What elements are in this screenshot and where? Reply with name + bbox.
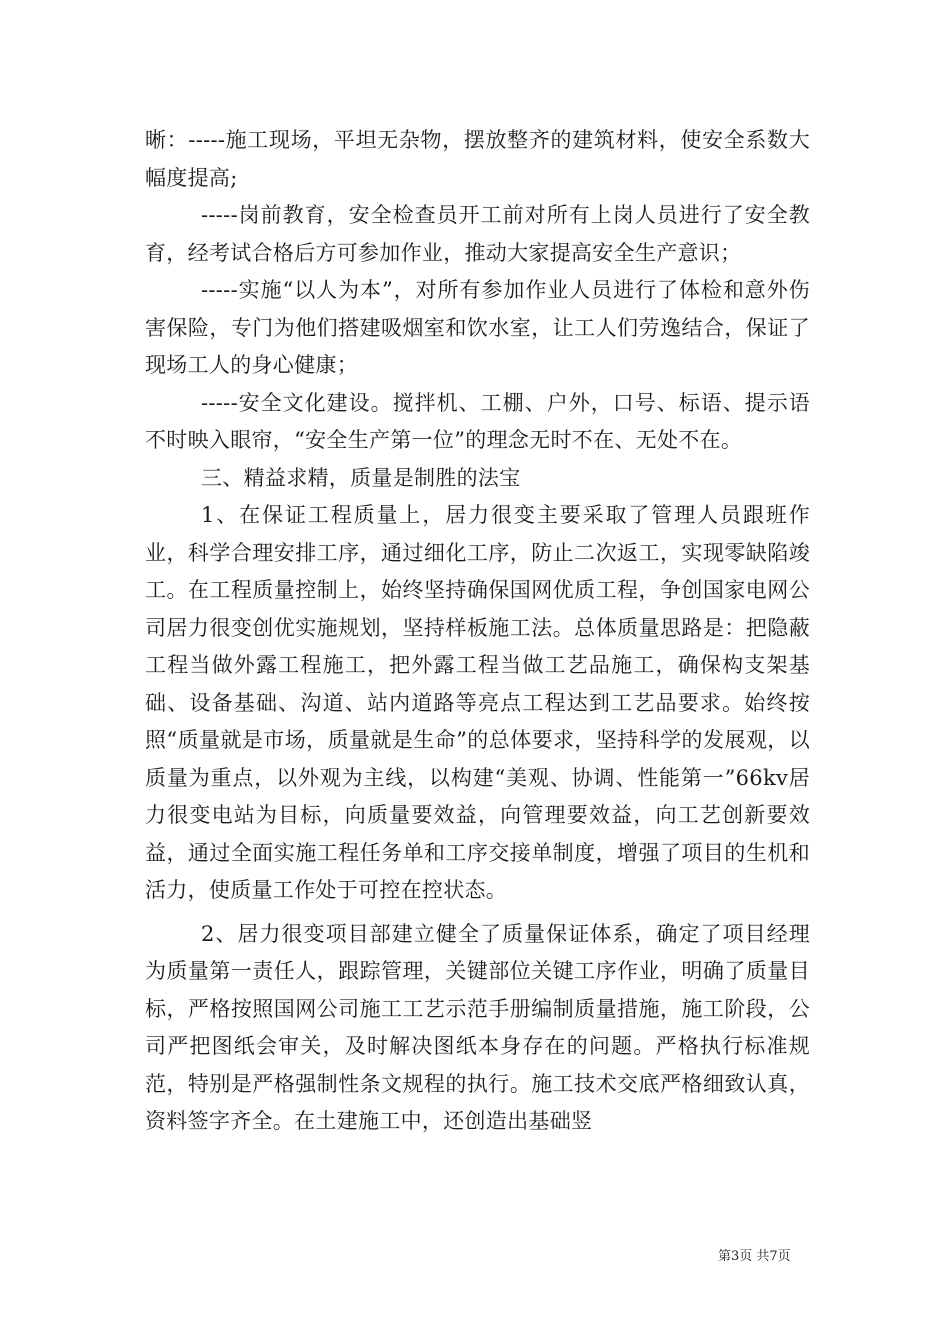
- paragraph-safety-culture: -----安全文化建设。搅拌机、工棚、户外，口号、标语、提示语不时映入眼帘，“安全生产第一位”的理念无时不在、无处不在。: [145, 390, 810, 452]
- section-heading-quality: 三、精益求精，质量是制胜的法宝: [201, 465, 521, 490]
- page-number-footer: 第3页 共7页: [718, 1249, 791, 1264]
- paragraph-quality-1: 1、在保证工程质量上，居力很变主要采取了管理人员跟班作业，科学合理安排工序，通过细化工序，防止二次返工，实现零缺陷竣工。在工程质量控制上，始终坚持确保国网优质工程，争创国家电网公司居力很变创优实施规划，坚持样板施工法。总体质量思路是：把隐蔽工程当做外露工程施工，把外露工程当做工艺品施工，确保构支架基础、设备基础、沟道、站内道路等亮点工程达到工艺品要求。始终按照“质量就是市场，质量就是生命”的总体要求，坚持科学的发展观，以质量为重点，以外观为主线，以构建“美观、协调、性能第一”66kv居力很变电站为目标，向质量要效益，向管理要效益，向工艺创新要效益，通过全面实施工程任务单和工序交接单制度，增强了项目的生机和活力，使质量工作处于可控在控状态。: [145, 503, 810, 902]
- paragraph-people-oriented: -----实施“以人为本”，对所有参加作业人员进行了体检和意外伤害保险，专门为他们搭建吸烟室和饮水室，让工人们劳逸结合，保证了现场工人的身心健康；: [145, 278, 810, 377]
- paragraph-site-cleanliness: 晰：-----施工现场，平坦无杂物，摆放整齐的建筑材料，使安全系数大幅度提高;: [145, 128, 810, 190]
- paragraph-quality-2: 2、居力很变项目部建立健全了质量保证体系，确定了项目经理为质量第一责任人，跟踪管理，关键部位关键工序作业，明确了质量目标，严格按照国网公司施工工艺示范手册编制质量措施，施工阶段，公司严把图纸会审关，及时解决图纸本身存在的问题。严格执行标准规范，特别是严格强制性条文规程的执行。施工技术交底严格细致认真，资料签字齐全。在土建施工中，还创造出基础竖: [145, 921, 810, 1133]
- paragraph-pre-job-education: -----岗前教育，安全检查员开工前对所有上岗人员进行了安全教育，经考试合格后方可参加作业，推动大家提高安全生产意识；: [145, 203, 810, 265]
- document-body: [145, 122, 810, 1141]
